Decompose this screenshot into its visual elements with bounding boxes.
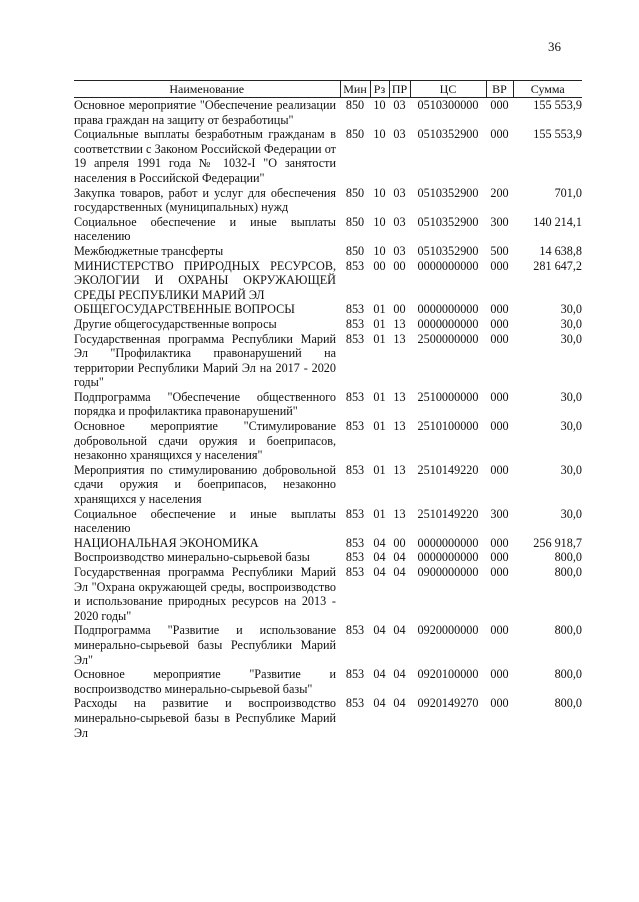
cell-pr: 13 [393, 316, 406, 331]
cell-vr: 000 [490, 316, 509, 331]
cell-rz: 01 [373, 462, 386, 477]
table-row [74, 507, 582, 536]
cell-pr: 03 [393, 214, 406, 229]
table-header-row [74, 81, 582, 98]
cell-name: Подпрограмма "Обеспечение общественного порядка и профилактика правонарушений" [74, 389, 336, 419]
table-row [74, 696, 582, 740]
cell-vr: 000 [490, 623, 509, 638]
cell-min: 850 [345, 98, 365, 112]
cell-cs: 0510352900 [417, 185, 479, 200]
table-row [74, 317, 582, 332]
cell-sum: 800,0 [554, 623, 582, 638]
page-number: 36 [548, 39, 561, 54]
cell-min: 853 [345, 550, 365, 565]
cell-min: 853 [345, 696, 365, 711]
cell-cs: 2510000000 [417, 389, 479, 404]
cell-pr: 03 [393, 243, 406, 258]
cell-min: 853 [345, 535, 365, 550]
cell-name: Основное мероприятие "Обеспечение реализации права граждан на защиту от безработицы" [74, 98, 336, 127]
cell-sum: 30,0 [560, 302, 582, 317]
cell-pr: 04 [393, 667, 406, 682]
cell-cs: 2500000000 [417, 331, 479, 346]
cell-sum: 30,0 [560, 419, 582, 434]
cell-pr: 00 [393, 535, 406, 550]
cell-cs: 0900000000 [417, 565, 479, 579]
header-min: Мин [340, 81, 370, 98]
cell-cs: 0510352900 [417, 127, 479, 142]
cell-name: Государственная программа Республики Марий Эл "Профилактика правонарушений на территории Республики Марий Эл на 2017 - 2020 годы" [74, 331, 336, 390]
cell-sum: 30,0 [560, 331, 582, 346]
cell-rz: 01 [373, 302, 386, 317]
table-row [74, 186, 582, 215]
cell-vr: 000 [490, 127, 509, 142]
cell-rz: 04 [373, 565, 386, 579]
cell-sum: 800,0 [554, 667, 582, 682]
cell-rz: 01 [373, 389, 386, 404]
cell-vr: 000 [490, 550, 509, 565]
cell-min: 850 [345, 185, 365, 200]
table-row [74, 550, 582, 565]
cell-vr: 000 [490, 535, 509, 550]
cell-sum: 30,0 [560, 389, 582, 404]
table-row [74, 463, 582, 507]
cell-rz: 04 [373, 667, 386, 682]
cell-pr: 00 [393, 258, 406, 273]
cell-name: ОБЩЕГОСУДАРСТВЕННЫЕ ВОПРОСЫ [74, 302, 295, 317]
cell-vr: 000 [490, 667, 509, 682]
table-row [74, 244, 582, 259]
cell-rz: 00 [373, 258, 386, 273]
cell-pr: 13 [393, 462, 406, 477]
cell-sum: 800,0 [554, 565, 582, 579]
table-row [74, 259, 582, 303]
table-row [74, 215, 582, 244]
cell-vr: 000 [490, 696, 509, 711]
cell-min: 853 [345, 667, 365, 682]
header-cs: ЦС [410, 81, 486, 98]
cell-pr: 03 [393, 127, 406, 142]
cell-pr: 00 [393, 302, 406, 317]
cell-vr: 000 [490, 98, 509, 112]
cell-cs: 0510352900 [417, 243, 479, 258]
cell-rz: 10 [373, 214, 386, 229]
cell-pr: 13 [393, 506, 406, 521]
cell-min: 853 [345, 462, 365, 477]
cell-sum: 800,0 [554, 696, 582, 711]
cell-name: Расходы на развитие и воспроизводство минерально-сырьевой базы в Республике Марий Эл [74, 696, 336, 740]
cell-name: НАЦИОНАЛЬНАЯ ЭКОНОМИКА [74, 535, 259, 550]
header-sum: Сумма [513, 81, 582, 98]
cell-cs: 0920149270 [417, 696, 479, 711]
cell-vr: 000 [490, 462, 509, 477]
cell-pr: 03 [393, 98, 406, 112]
cell-name: Социальное обеспечение и иные выплаты населению [74, 506, 336, 536]
cell-name: Мероприятия по стимулированию добровольной сдачи оружия и боеприпасов, незаконно хранящихся у населения [74, 462, 336, 507]
cell-name: Межбюджетные трансферты [74, 243, 224, 258]
cell-rz: 10 [373, 243, 386, 258]
cell-vr: 500 [490, 243, 509, 258]
cell-min: 853 [345, 419, 365, 434]
cell-cs: 0920100000 [417, 667, 479, 682]
cell-cs: 2510149220 [417, 506, 479, 521]
cell-name: Другие общегосударственные вопросы [74, 316, 277, 331]
cell-rz: 04 [373, 696, 386, 711]
cell-min: 850 [345, 243, 365, 258]
table-row [74, 623, 582, 667]
table-row [74, 390, 582, 419]
cell-pr: 04 [393, 550, 406, 565]
cell-name: Закупка товаров, работ и услуг для обеспечения государственных (муниципальных) нужд [74, 185, 336, 215]
cell-vr: 000 [490, 258, 509, 273]
table-row [74, 419, 582, 463]
cell-cs: 0000000000 [417, 316, 479, 331]
cell-cs: 0000000000 [417, 535, 479, 550]
cell-rz: 10 [373, 98, 386, 112]
cell-vr: 000 [490, 302, 509, 317]
cell-pr: 13 [393, 419, 406, 434]
cell-vr: 200 [490, 185, 509, 200]
cell-min: 853 [345, 331, 365, 346]
cell-min: 853 [345, 302, 365, 317]
cell-sum: 701,0 [554, 185, 582, 200]
header-vr: ВР [486, 81, 513, 98]
cell-rz: 01 [373, 316, 386, 331]
cell-cs: 0000000000 [417, 302, 479, 317]
cell-sum: 30,0 [560, 462, 582, 477]
cell-name: МИНИСТЕРСТВО ПРИРОДНЫХ РЕСУРСОВ, ЭКОЛОГИИ И ОХРАНЫ ОКРУЖАЮЩЕЙ СРЕДЫ РЕСПУБЛИКИ МАРИЙ ЭЛ [74, 258, 336, 302]
cell-name: Основное мероприятие "Стимулирование добровольной сдачи оружия и боеприпасов, незаконно хранящихся у населения" [74, 419, 336, 463]
cell-min: 853 [345, 258, 365, 273]
cell-min: 850 [345, 214, 365, 229]
cell-sum: 14 638,8 [539, 243, 582, 258]
cell-rz: 04 [373, 550, 386, 565]
table-row [74, 667, 582, 696]
cell-rz: 01 [373, 506, 386, 521]
cell-vr: 000 [490, 389, 509, 404]
cell-name: Основное мероприятие "Развитие и воспроизводство минерально-сырьевой базы" [74, 667, 336, 696]
cell-min: 853 [345, 316, 365, 331]
cell-rz: 10 [373, 185, 386, 200]
cell-cs: 0000000000 [417, 258, 479, 273]
table-row [74, 98, 582, 128]
cell-name: Подпрограмма "Развитие и использование минерально-сырьевой базы Республики Марий Эл" [74, 623, 336, 667]
header-pr: ПР [389, 81, 410, 98]
cell-min: 850 [345, 127, 365, 142]
table-row [74, 332, 582, 390]
header-rz: Рз [370, 81, 389, 98]
cell-pr: 03 [393, 185, 406, 200]
cell-sum: 281 647,2 [533, 258, 582, 273]
cell-sum: 30,0 [560, 506, 582, 521]
cell-name: Социальное обеспечение и иные выплаты населению [74, 214, 336, 244]
cell-cs: 2510100000 [417, 419, 479, 434]
cell-min: 853 [345, 389, 365, 404]
cell-rz: 10 [373, 127, 386, 142]
cell-vr: 300 [490, 506, 509, 521]
cell-name: Воспроизводство минерально-сырьевой базы [74, 550, 310, 565]
cell-cs: 0000000000 [417, 550, 479, 565]
cell-rz: 04 [373, 535, 386, 550]
cell-sum: 155 553,9 [533, 127, 582, 142]
cell-name: Государственная программа Республики Марий Эл "Охрана окружающей среды, воспроизводство и использование природных ресурсов на 2013 - 2020 годы" [74, 565, 336, 623]
cell-min: 853 [345, 565, 365, 579]
cell-sum: 256 918,7 [533, 535, 582, 550]
cell-pr: 13 [393, 389, 406, 404]
cell-min: 853 [345, 506, 365, 521]
cell-rz: 01 [373, 419, 386, 434]
table-row [74, 302, 582, 317]
cell-pr: 13 [393, 331, 406, 346]
cell-cs: 0510352900 [417, 214, 479, 229]
cell-vr: 000 [490, 331, 509, 346]
cell-cs: 0920000000 [417, 623, 479, 638]
budget-table [74, 80, 582, 740]
cell-rz: 01 [373, 331, 386, 346]
table-row [74, 565, 582, 623]
cell-sum: 30,0 [560, 316, 582, 331]
cell-vr: 000 [490, 565, 509, 579]
cell-pr: 04 [393, 623, 406, 638]
cell-cs: 0510300000 [417, 98, 479, 112]
cell-sum: 155 553,9 [533, 98, 582, 112]
cell-sum: 800,0 [554, 550, 582, 565]
cell-name: Социальные выплаты безработным гражданам в соответствии с Законом Российской Федерации от 19 апреля 1991 года № 1032-I "О занятости населения в Российской Федерации" [74, 127, 336, 185]
table-row [74, 127, 582, 185]
cell-cs: 2510149220 [417, 462, 479, 477]
cell-vr: 000 [490, 419, 509, 434]
cell-pr: 04 [393, 696, 406, 711]
cell-vr: 300 [490, 214, 509, 229]
cell-sum: 140 214,1 [533, 214, 582, 229]
table-row [74, 536, 582, 551]
cell-rz: 04 [373, 623, 386, 638]
cell-pr: 04 [393, 565, 406, 579]
cell-min: 853 [345, 623, 365, 638]
header-name: Наименование [74, 81, 340, 98]
